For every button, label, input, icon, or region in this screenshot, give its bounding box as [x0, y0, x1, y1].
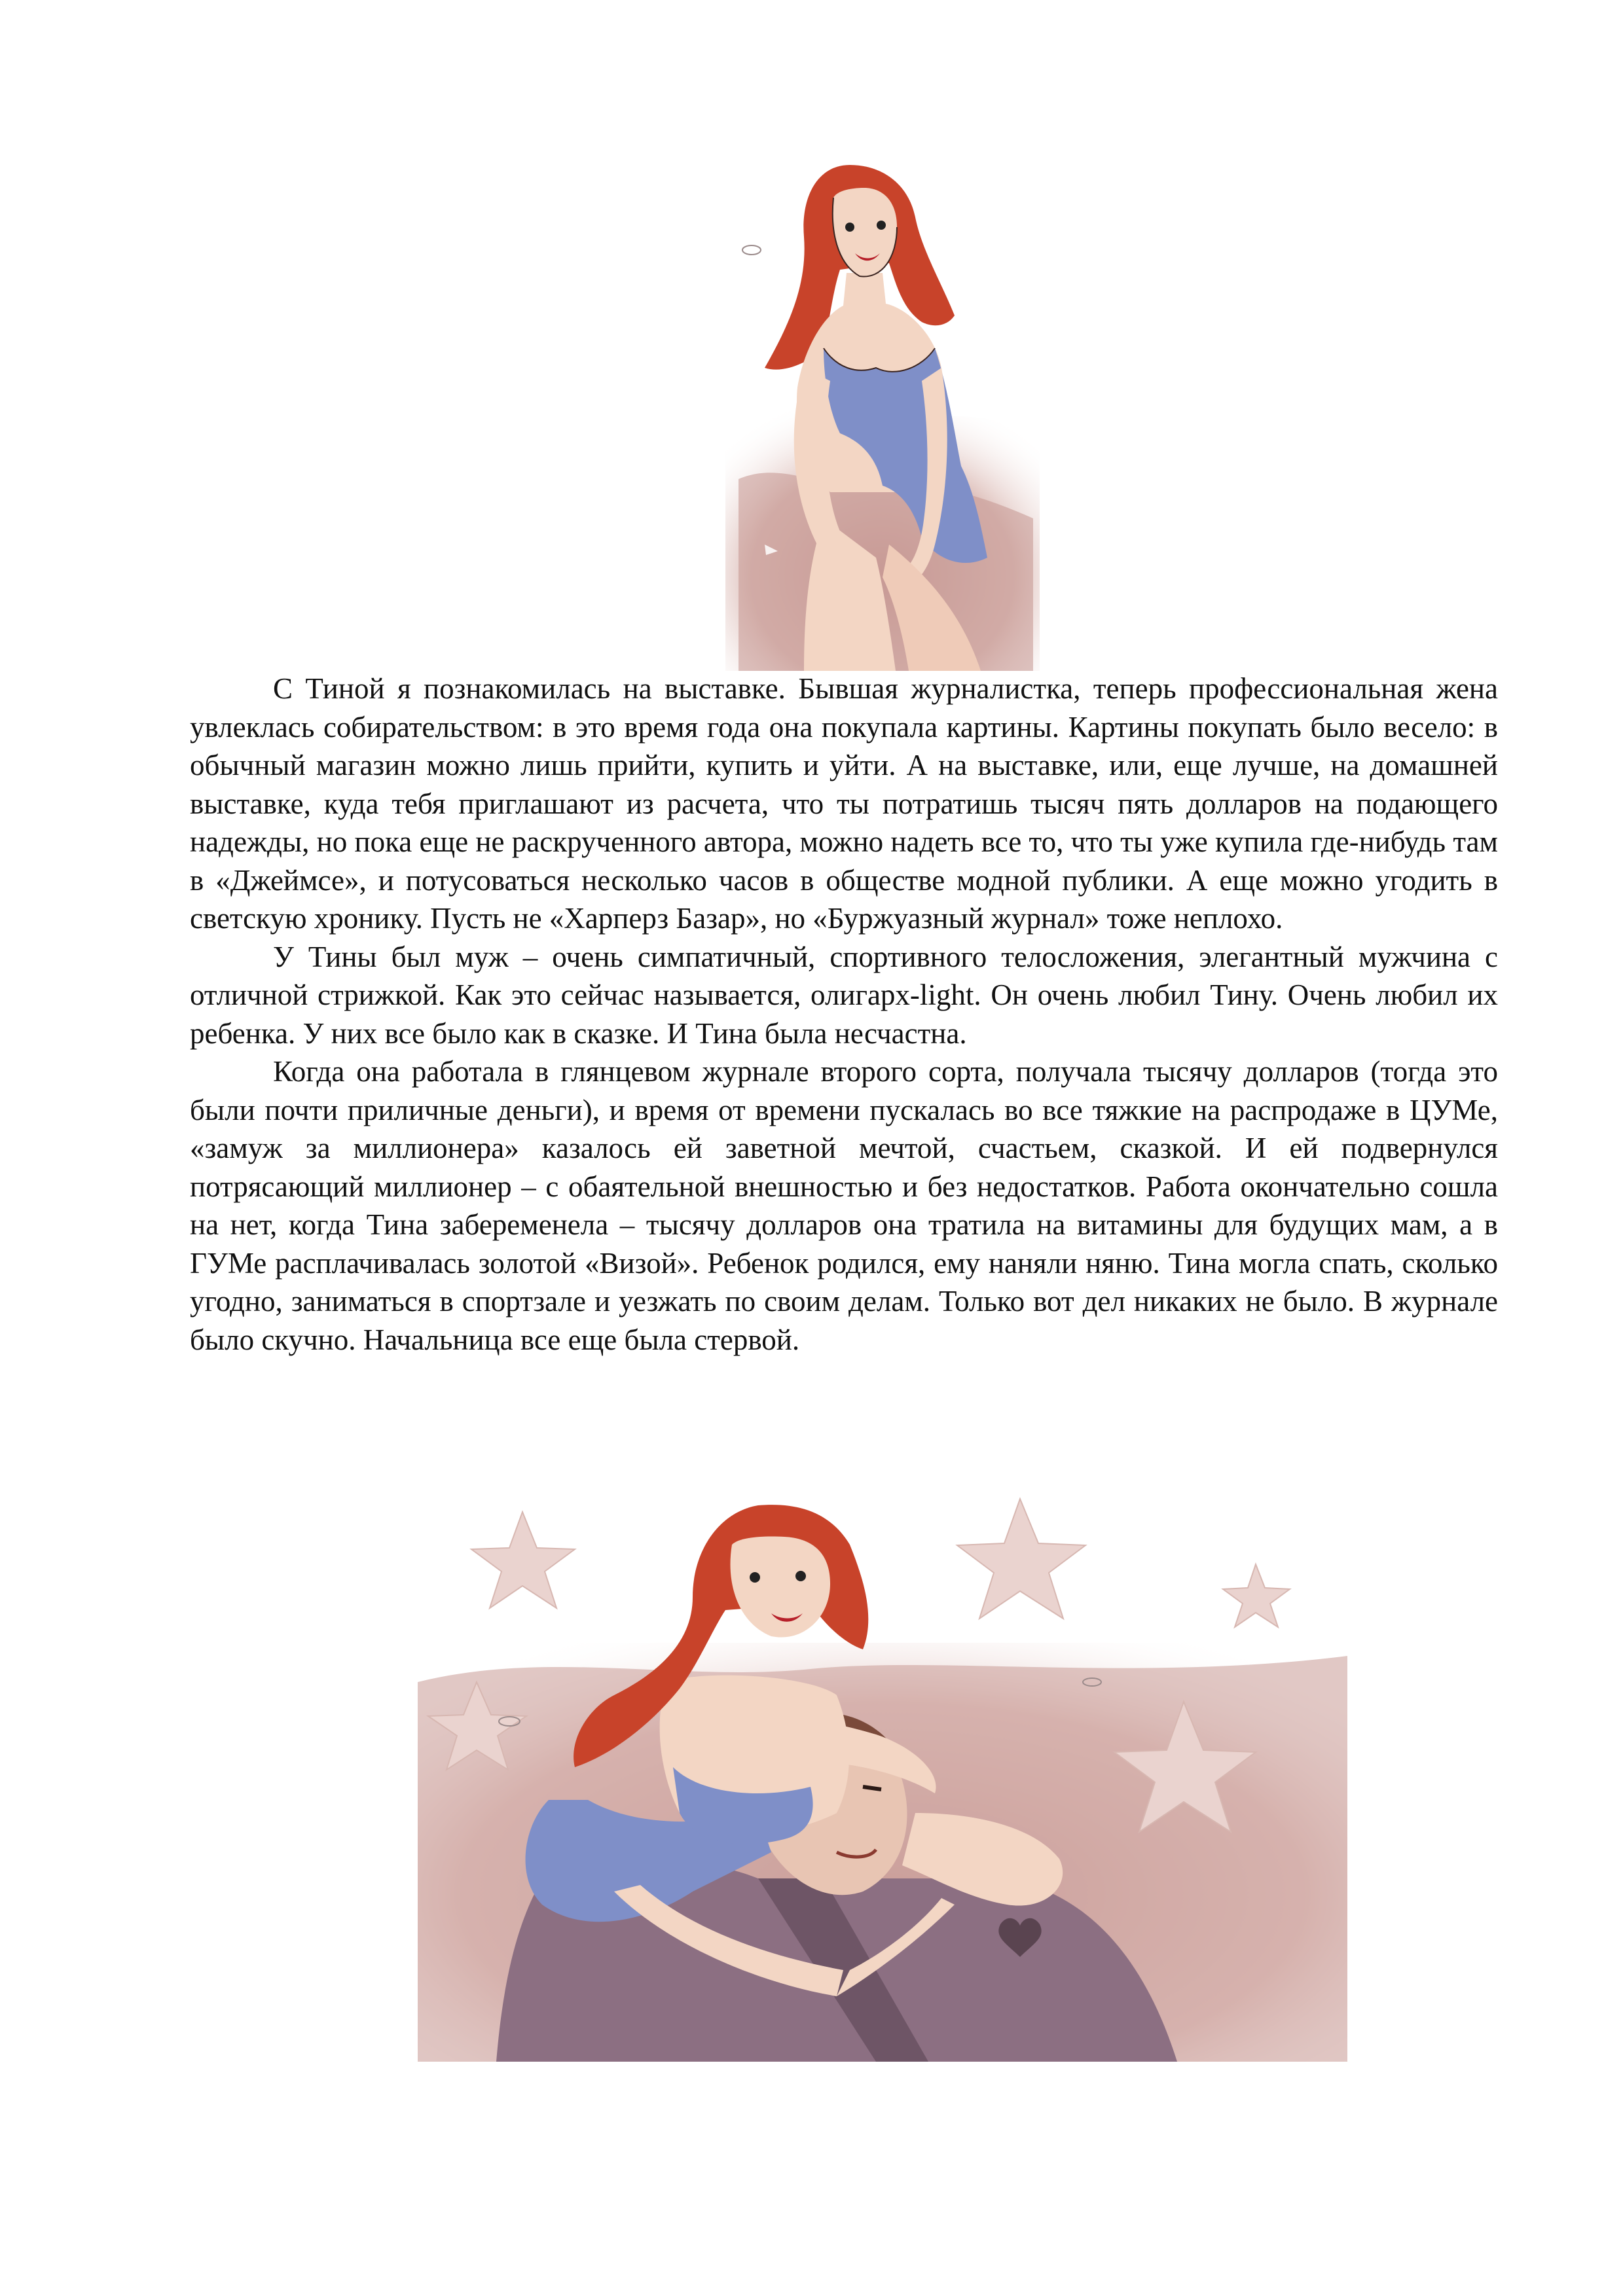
paragraph-1: С Тиной я познакомилась на выставке. Бывшая журналистка, теперь профессиональная жена увлеклась собирательством: в это время года она покупала картины. Картины покупать было весело: в обычный магазин можно лишь прийти, купить и уйти. А на выставке, или, еще лучше, на домашней выставке, куда тебя приглашают из расчета, что ты потратишь тысяч пять долларов на подающего надежды, но пока еще не раскрученного автора, можно надеть все то, что ты уже купила где-нибудь там в «Джеймсе», и потусоваться несколько часов в обществе модной публики. А еще можно угодить в светскую хронику. Пусть не «Харперз Базар», но «Буржуазный журнал» тоже неплохо. [190, 672, 1498, 935]
illustration-woman-kneeling [725, 152, 1040, 671]
story-text [190, 670, 1498, 1359]
illustration-woman-on-mans-shoulders [418, 1486, 1347, 2062]
paragraph-2: У Тины был муж – очень симпатичный, спортивного телосложения, элегантный мужчина с отличной стрижкой. Как это сейчас называется, олигарх-light. Он очень любил Тину. Очень любил их ребенка. У них все было как в сказке. И Тина была несчастна. [190, 940, 1498, 1050]
couple-drawing [418, 1486, 1347, 2062]
woman-kneeling-drawing [725, 152, 1040, 671]
paragraph-3: Когда она работала в глянцевом журнале второго сорта, получала тысячу долларов (тогда это были почти приличные деньги), и время от времени пускалась во все тяжкие на распродаже в ЦУМе, «замуж за миллионера» казалось ей заветной мечтой, счастьем, сказкой. И ей подвернулся потрясающий миллионер – с обаятельной внешностью и без недостатков. Работа окончательно сошла на нет, когда Тина забеременела – тысячу долларов она тратила на витамины для будущих мам, а в ГУМе расплачивалась золотой «Визой». Ребенок родился, ему наняли няню. Тина могла спать, сколько угодно, заниматься в спортзале и уезжать по своим делам. Только вот дел никаких не было. В журнале было скучно. Начальница все еще была стервой. [190, 1055, 1498, 1356]
